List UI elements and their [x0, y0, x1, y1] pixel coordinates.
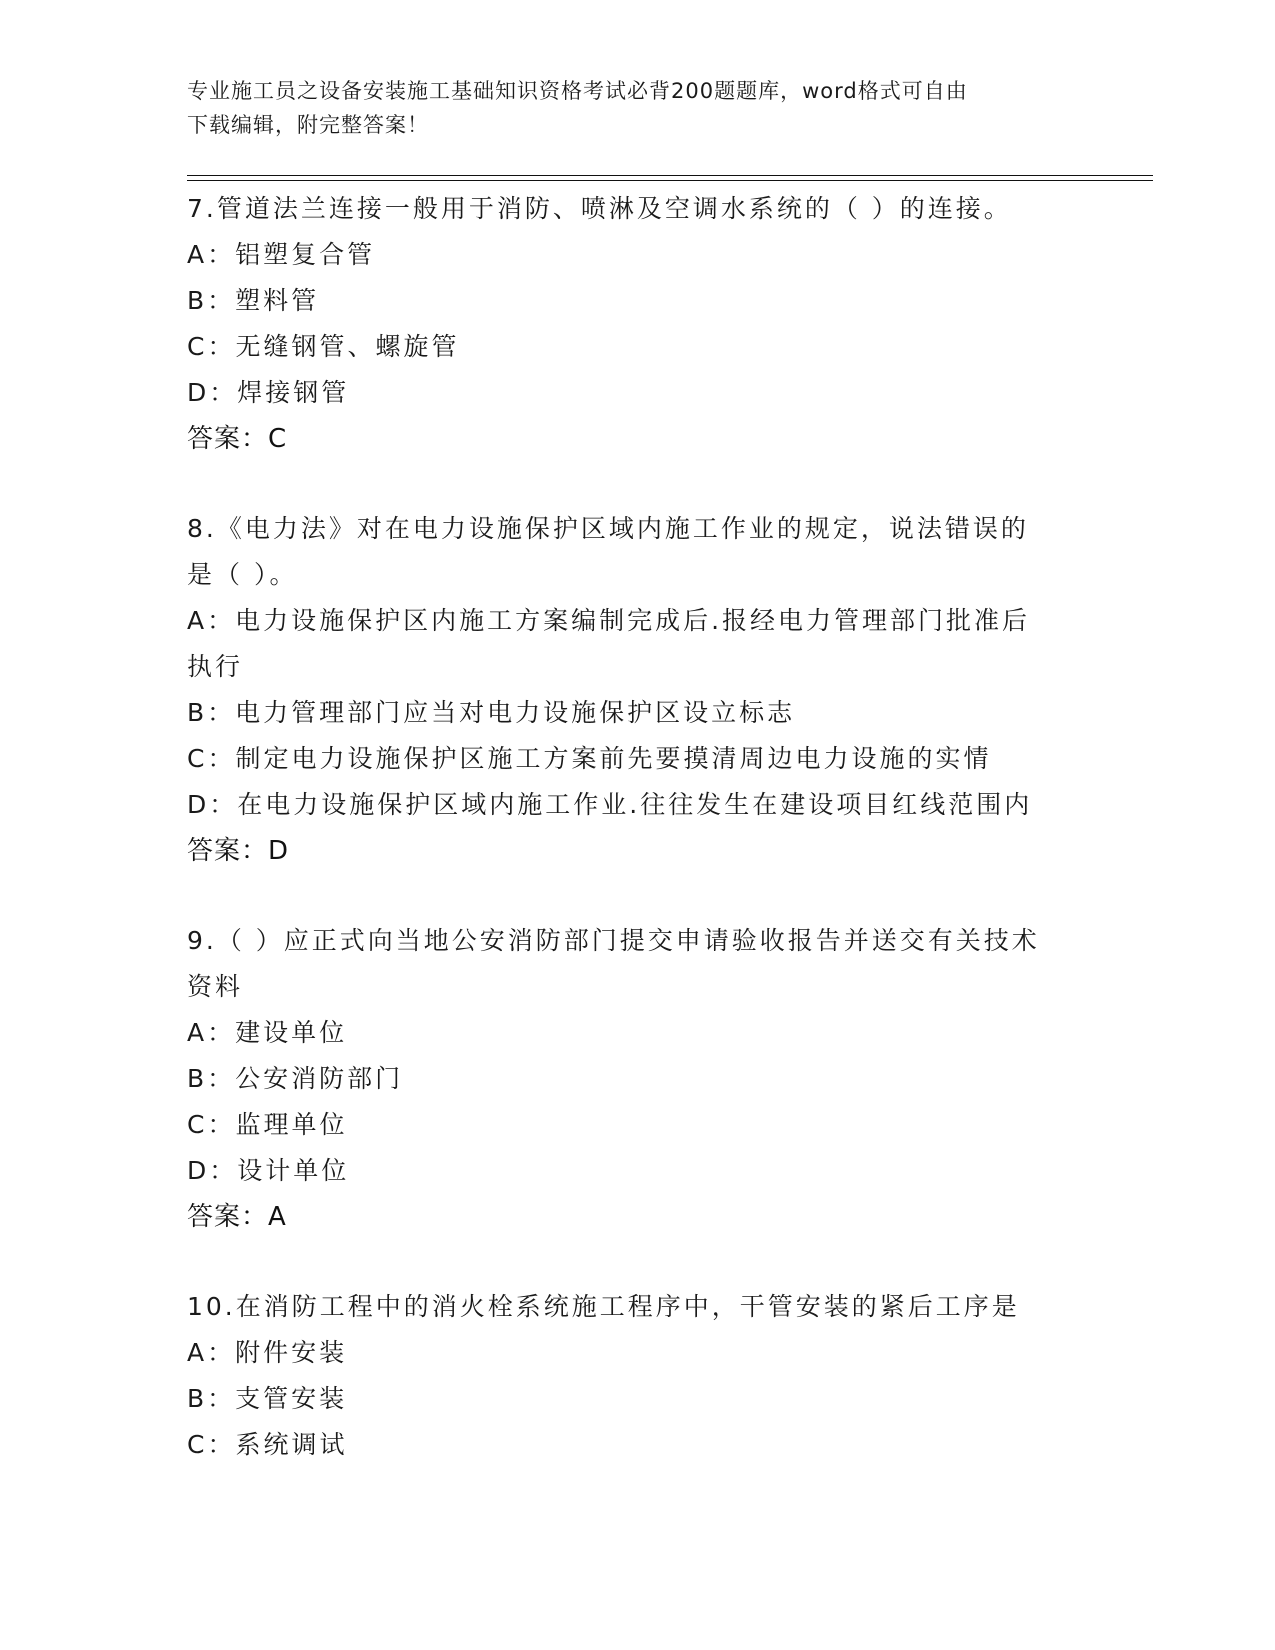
question-10 [187, 1284, 1087, 1468]
header-divider-top [187, 175, 1153, 176]
question-8 [187, 506, 1087, 874]
option-a: A：附件安装 [187, 1338, 348, 1367]
question-9 [187, 918, 1087, 1240]
question-stem-continued: 是（ ）。 [187, 560, 298, 589]
option-a: A：铝塑复合管 [187, 240, 376, 269]
question-list [187, 186, 1087, 1468]
document-header [187, 74, 1067, 142]
question-stem: 9.（ ）应正式向当地公安消防部门提交申请验收报告并送交有关技术 [187, 926, 1040, 955]
option-c: C：制定电力设施保护区施工方案前先要摸清周边电力设施的实情 [187, 744, 992, 773]
header-line-2: 下载编辑，附完整答案！ [187, 113, 429, 137]
option-a: A：电力设施保护区内施工方案编制完成后.报经电力管理部门批准后 [187, 606, 1031, 635]
answer-label: 答案：D [187, 836, 290, 866]
option-b: B：支管安装 [187, 1384, 348, 1413]
option-b: B：公安消防部门 [187, 1064, 404, 1093]
question-stem: 7.管道法兰连接一般用于消防、喷淋及空调水系统的（ ）的连接。 [187, 194, 1012, 223]
option-b: B：塑料管 [187, 286, 320, 315]
option-c: C：无缝钢管、螺旋管 [187, 332, 460, 361]
question-stem-continued: 资料 [187, 972, 244, 1001]
question-stem: 8.《电力法》对在电力设施保护区域内施工作业的规定，说法错误的 [187, 514, 1029, 543]
option-a-continued: 执行 [187, 652, 244, 681]
answer-label: 答案：C [187, 424, 288, 454]
option-d: D：设计单位 [187, 1156, 350, 1185]
option-c: C：监理单位 [187, 1110, 348, 1139]
question-stem: 10.在消防工程中的消火栓系统施工程序中，干管安装的紧后工序是 [187, 1292, 1020, 1321]
question-7 [187, 186, 1087, 462]
option-d: D：在电力设施保护区域内施工作业.往往发生在建设项目红线范围内 [187, 790, 1033, 819]
option-d: D：焊接钢管 [187, 378, 350, 407]
header-line-1: 专业施工员之设备安装施工基础知识资格考试必背200题题库，word格式可自由 [187, 79, 968, 103]
header-divider-bottom [187, 180, 1153, 181]
option-a: A：建设单位 [187, 1018, 348, 1047]
answer-label: 答案：A [187, 1202, 287, 1232]
option-b: B：电力管理部门应当对电力设施保护区设立标志 [187, 698, 796, 727]
option-c: C：系统调试 [187, 1430, 348, 1459]
